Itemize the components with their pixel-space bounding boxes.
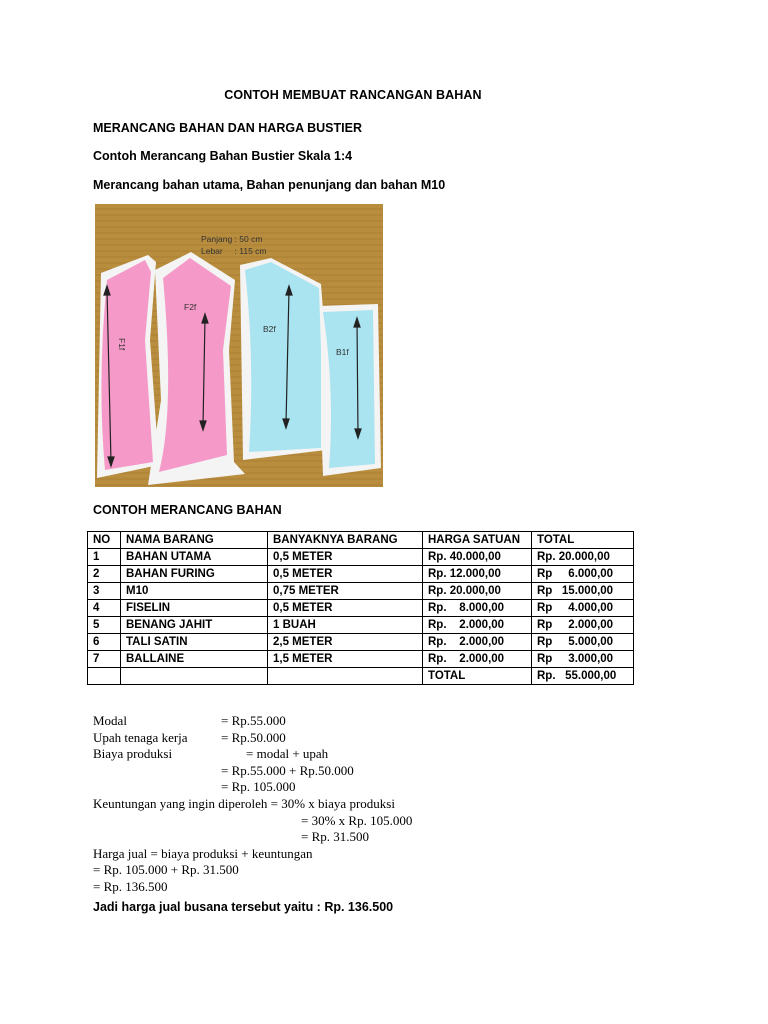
cell-harga: Rp. 2.000,00 <box>423 617 532 634</box>
materials-table <box>87 531 634 685</box>
table-row <box>88 566 634 583</box>
label-panjang: Panjang : 50 cm <box>201 234 263 244</box>
biaya-line3: = Rp. 105.000 <box>221 779 296 795</box>
header-nama-barang: NAMA BARANG <box>121 532 268 549</box>
cell-nama: BAHAN FURING <box>121 566 268 583</box>
cell-nama: TALI SATIN <box>121 634 268 651</box>
header-harga-satuan: HARGA SATUAN <box>423 532 532 549</box>
final-price-statement <box>93 900 393 914</box>
heading-contoh-skala: Contoh Merancang Bahan Bustier Skala 1:4 <box>93 149 353 163</box>
cell-total-label: TOTAL <box>423 668 532 685</box>
cell-harga: Rp. 20.000,00 <box>423 583 532 600</box>
table-row <box>88 600 634 617</box>
cell-harga: Rp. 12.000,00 <box>423 566 532 583</box>
pattern-photo-svg <box>93 200 389 491</box>
cell-banyaknya: 1,5 METER <box>268 651 423 668</box>
table-total-row <box>88 668 634 685</box>
cell-no: 7 <box>88 651 121 668</box>
table-row <box>88 651 634 668</box>
pattern-photo <box>93 200 389 491</box>
cell-harga: Rp. 2.000,00 <box>423 651 532 668</box>
cell-harga: Rp. 8.000,00 <box>423 600 532 617</box>
cell-nama: BENANG JAHIT <box>121 617 268 634</box>
biaya-value: = modal + upah <box>246 746 329 762</box>
cell-nama: BAHAN UTAMA <box>121 549 268 566</box>
biaya-line2: = Rp.55.000 + Rp.50.000 <box>221 762 354 778</box>
header-total: TOTAL <box>532 532 634 549</box>
document-title: CONTOH MEMBUAT RANCANGAN BAHAN <box>224 88 482 102</box>
header-banyaknya-barang: BANYAKNYA BARANG <box>268 532 423 549</box>
cell-harga: Rp. 2.000,00 <box>423 634 532 651</box>
heading-merancang-bahan: MERANCANG BAHAN DAN HARGA BUSTIER <box>93 121 362 135</box>
pink-piece-f2f <box>159 258 231 472</box>
table-caption: CONTOH MERANCANG BAHAN <box>93 503 282 517</box>
price-calculation <box>93 713 413 896</box>
cell-no: 2 <box>88 566 121 583</box>
cell-no: 3 <box>88 583 121 600</box>
cell-banyaknya: 0,5 METER <box>268 549 423 566</box>
cell-empty <box>268 668 423 685</box>
cell-total: Rp 6.000,00 <box>532 566 634 583</box>
keuntungan-line3: = Rp. 31.500 <box>301 829 370 845</box>
cell-total: Rp. 20.000,00 <box>532 549 634 566</box>
cell-banyaknya: 0,75 METER <box>268 583 423 600</box>
biaya-label: Biaya produksi <box>93 746 173 762</box>
cell-banyaknya: 2,5 METER <box>268 634 423 651</box>
cell-nama: M10 <box>121 583 268 600</box>
modal-label: Modal <box>93 713 127 728</box>
keuntungan-line2: = 30% x Rp. 105.000 <box>301 812 413 828</box>
keuntungan-line1: Keuntungan yang ingin diperoleh = 30% x biaya produksi <box>93 795 395 811</box>
table-header-row <box>88 532 634 549</box>
label-piece-b1f: B1f <box>336 347 349 357</box>
table-row <box>88 634 634 651</box>
blue-piece-b1f <box>323 310 375 468</box>
modal-value: = Rp.55.000 <box>221 713 286 728</box>
cell-empty <box>121 668 268 685</box>
table-row <box>88 617 634 634</box>
label-lebar: Lebar : 115 cm <box>201 246 267 256</box>
label-piece-f1f: F1f <box>117 338 127 351</box>
heading-bahan-utama: Merancang bahan utama, Bahan penunjang dan bahan M10 <box>93 178 446 192</box>
label-piece-f2f: F2f <box>184 302 197 312</box>
cell-banyaknya: 0,5 METER <box>268 600 423 617</box>
cell-total: Rp 15.000,00 <box>532 583 634 600</box>
cell-nama: BALLAINE <box>121 651 268 668</box>
blue-piece-b2f <box>245 262 321 452</box>
cell-harga: Rp. 40.000,00 <box>423 549 532 566</box>
cell-total: Rp 5.000,00 <box>532 634 634 651</box>
cell-banyaknya: 0,5 METER <box>268 566 423 583</box>
final-price-text: Jadi harga jual busana tersebut yaitu : <box>93 900 325 914</box>
cell-total: Rp 2.000,00 <box>532 617 634 634</box>
cell-no: 1 <box>88 549 121 566</box>
final-price-value: Rp. 136.500 <box>324 900 394 914</box>
table-row <box>88 583 634 600</box>
cell-banyaknya: 1 BUAH <box>268 617 423 634</box>
cell-empty <box>88 668 121 685</box>
table-row <box>88 549 634 566</box>
label-piece-b2f: B2f <box>263 324 276 334</box>
harga-jual-line2: = Rp. 105.000 + Rp. 31.500 <box>93 862 239 878</box>
cell-grand-total: Rp. 55.000,00 <box>532 668 634 685</box>
harga-jual-line1: Harga jual = biaya produksi + keuntungan <box>93 845 313 861</box>
cell-no: 4 <box>88 600 121 617</box>
harga-jual-line3: = Rp. 136.500 <box>93 878 168 894</box>
cell-no: 6 <box>88 634 121 651</box>
upah-value: = Rp.50.000 <box>221 729 286 745</box>
cell-nama: FISELIN <box>121 600 268 617</box>
cell-total: Rp 3.000,00 <box>532 651 634 668</box>
cell-total: Rp 4.000,00 <box>532 600 634 617</box>
header-no: NO <box>88 532 121 549</box>
upah-label: Upah tenaga kerja <box>93 729 188 745</box>
cell-no: 5 <box>88 617 121 634</box>
